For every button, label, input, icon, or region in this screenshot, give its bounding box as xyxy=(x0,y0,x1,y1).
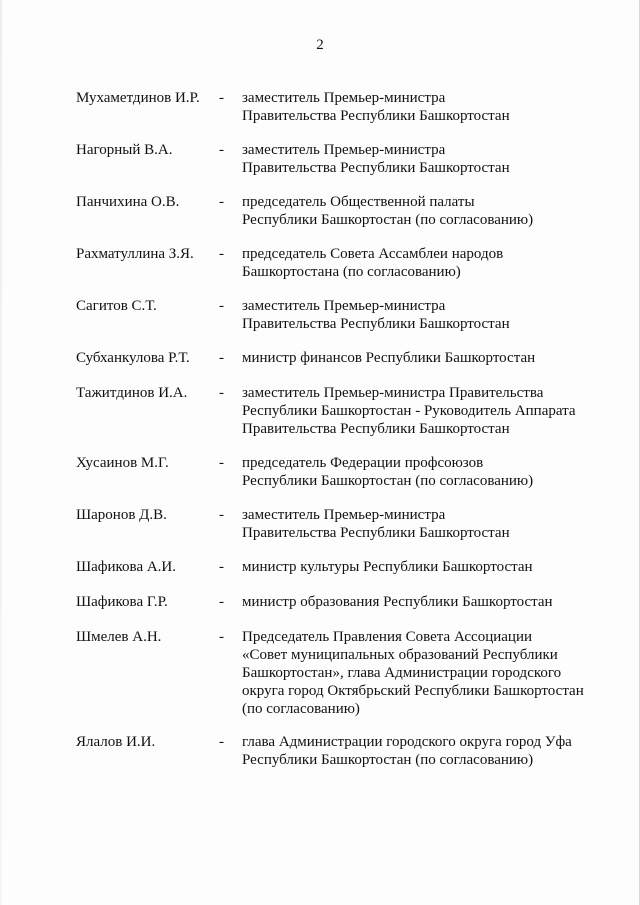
member-name: Хусаинов М.Г. xyxy=(76,455,169,471)
member-role-line: Правительства Республики Башкортостан xyxy=(242,525,510,541)
member-role-line: заместитель Премьер-министра Правительства xyxy=(242,385,544,401)
member-role-line: председатель Совета Ассамблеи народов xyxy=(242,246,504,262)
member-role-line: заместитель Премьер-министра xyxy=(242,298,446,314)
member-role-line: министр образования Республики Башкортостан xyxy=(242,594,553,610)
member-role-line: заместитель Премьер-министра xyxy=(242,90,446,106)
member-name: Шафикова Г.Р. xyxy=(76,594,168,610)
member-role xyxy=(242,193,602,229)
member-role-line: Республики Башкортостан (по согласованию) xyxy=(242,212,534,228)
member-role xyxy=(242,454,602,490)
separator-dash: - xyxy=(219,90,224,106)
member-role-line: (по согласованию) xyxy=(242,701,360,717)
member-role-line: председатель Общественной палаты xyxy=(242,194,475,210)
member-name: Шмелев А.Н. xyxy=(76,629,162,645)
separator-dash: - xyxy=(219,507,224,523)
member-role-line: Республики Башкортостан (по согласованию) xyxy=(242,752,534,768)
member-role-line: министр финансов Республики Башкортостан xyxy=(242,350,536,366)
member-role xyxy=(242,297,602,333)
member-role-line: Правительства Республики Башкортостан xyxy=(242,160,510,176)
member-role xyxy=(242,141,602,177)
member-name: Панчихина О.В. xyxy=(76,194,180,210)
member-role xyxy=(242,506,602,542)
separator-dash: - xyxy=(219,194,224,210)
separator-dash: - xyxy=(219,734,224,750)
separator-dash: - xyxy=(219,629,224,645)
member-role-line: Башкортостан», глава Администрации городского xyxy=(242,665,562,681)
separator-dash: - xyxy=(219,142,224,158)
separator-dash: - xyxy=(219,298,224,314)
member-role xyxy=(242,593,602,611)
member-role-line: Республики Башкортостан - Руководитель Аппарата xyxy=(242,403,576,419)
member-role xyxy=(242,628,602,718)
member-name: Ялалов И.И. xyxy=(76,734,156,750)
member-role xyxy=(242,558,602,576)
member-name: Рахматуллина З.Я. xyxy=(76,246,194,262)
member-role-line: председатель Федерации профсоюзов xyxy=(242,455,484,471)
member-role-line: заместитель Премьер-министра xyxy=(242,507,446,523)
member-role-line: округа город Октябрьский Республики Башкортостан xyxy=(242,683,584,699)
separator-dash: - xyxy=(219,350,224,366)
page-number: 2 xyxy=(316,37,324,53)
separator-dash: - xyxy=(219,559,224,575)
member-role xyxy=(242,733,602,769)
member-role xyxy=(242,89,602,125)
member-role-line: Республики Башкортостан (по согласованию) xyxy=(242,473,534,489)
member-role-line: Башкортостана (по согласованию) xyxy=(242,264,461,280)
member-role xyxy=(242,384,602,438)
member-role xyxy=(242,245,602,281)
member-name: Мухаметдинов И.Р. xyxy=(76,90,200,106)
member-role xyxy=(242,349,602,367)
member-name: Субханкулова Р.Т. xyxy=(76,350,190,366)
member-role-line: Председатель Правления Совета Ассоциации xyxy=(242,629,533,645)
member-role-line: Правительства Республики Башкортостан xyxy=(242,108,510,124)
member-name: Нагорный В.А. xyxy=(76,142,173,158)
member-role-line: министр культуры Республики Башкортостан xyxy=(242,559,533,575)
member-name: Сагитов С.Т. xyxy=(76,298,157,314)
separator-dash: - xyxy=(219,385,224,401)
separator-dash: - xyxy=(219,594,224,610)
member-role-line: Правительства Республики Башкортостан xyxy=(242,316,510,332)
member-name: Тажитдинов И.А. xyxy=(76,385,188,401)
member-role-line: глава Администрации городского округа город Уфа xyxy=(242,734,572,750)
member-name: Шаронов Д.В. xyxy=(76,507,167,523)
member-role-line: «Совет муниципальных образований Республики xyxy=(242,647,558,663)
member-role-line: заместитель Премьер-министра xyxy=(242,142,446,158)
member-name: Шафикова А.И. xyxy=(76,559,177,575)
member-role-line: Правительства Республики Башкортостан xyxy=(242,421,510,437)
separator-dash: - xyxy=(219,455,224,471)
separator-dash: - xyxy=(219,246,224,262)
